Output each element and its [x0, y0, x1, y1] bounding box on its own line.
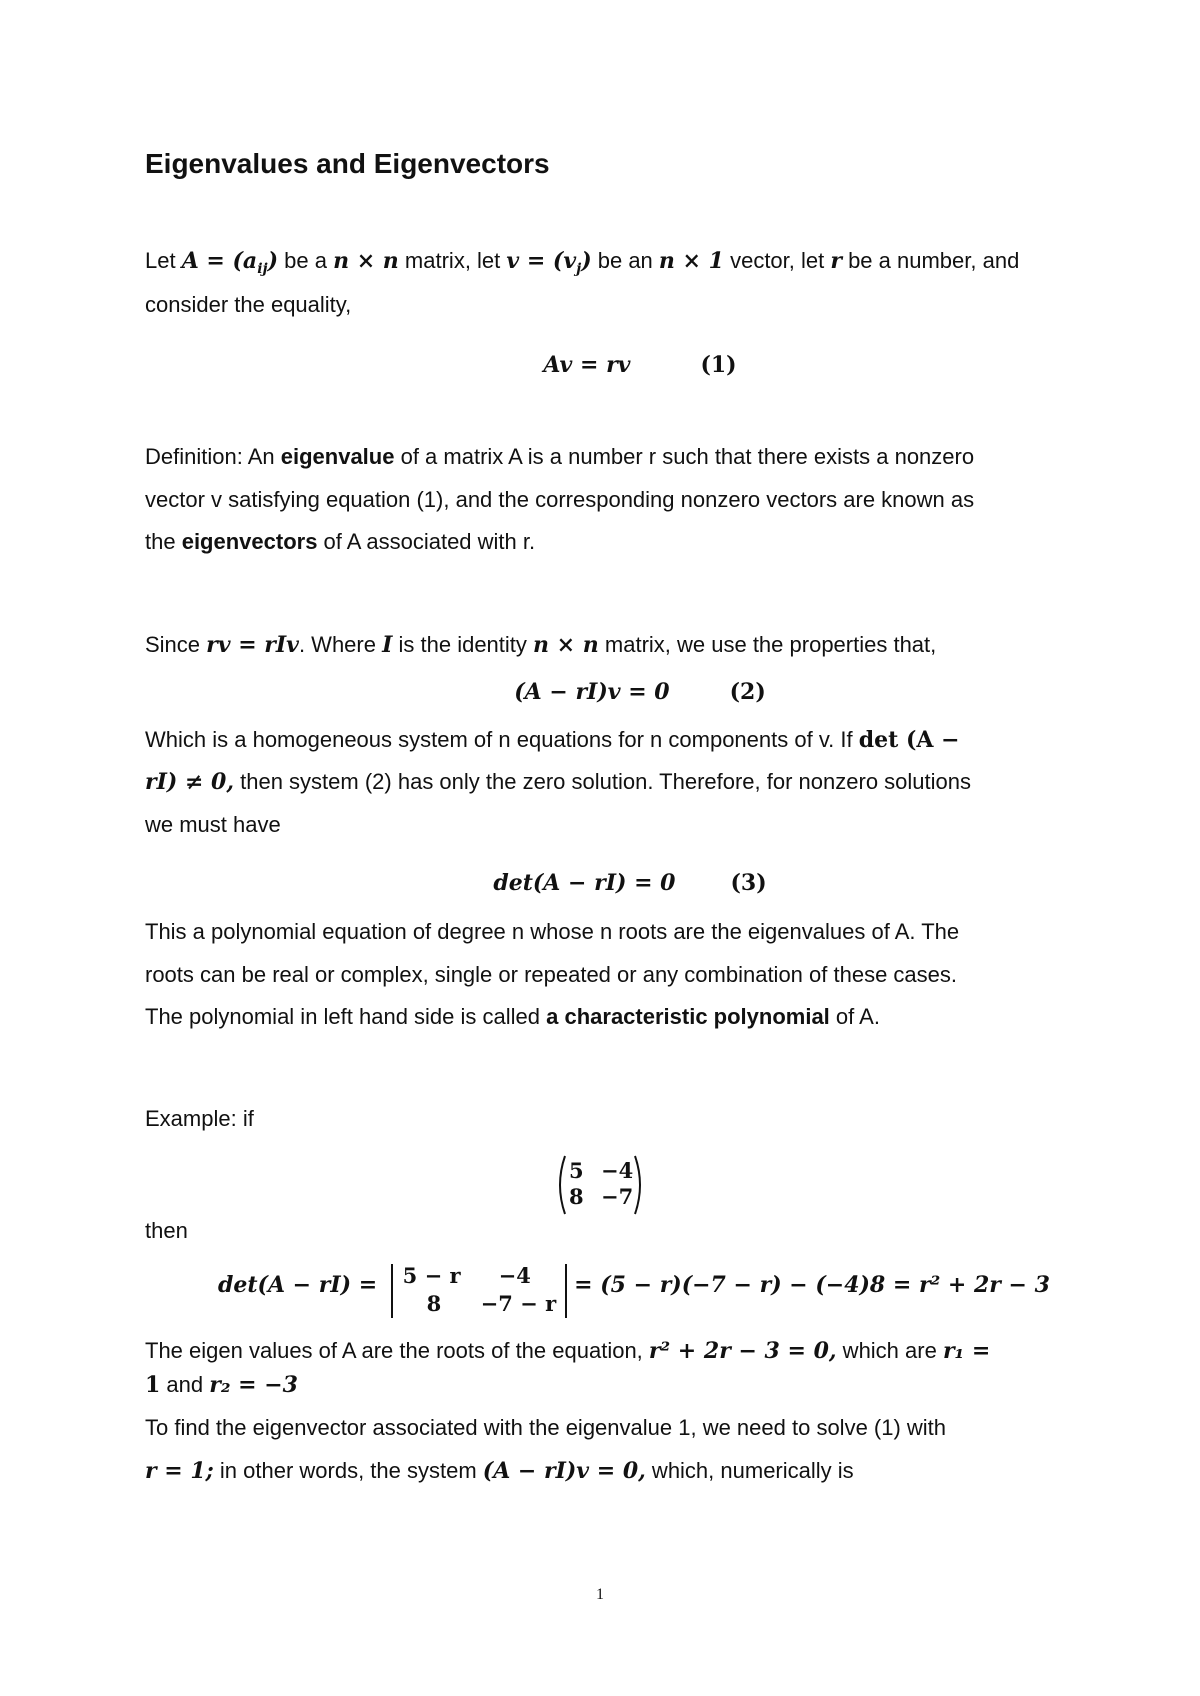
page-title: Eigenvalues and Eigenvectors: [145, 148, 550, 179]
equation-1-number: (1): [700, 352, 737, 378]
equation-2-number: (2): [729, 679, 766, 705]
det-cell: −7 − r: [480, 1291, 557, 1316]
since-line: Since rv = rIv. Where I is the identity n × n matrix, we use the properties that,: [145, 632, 937, 658]
determinant-equation: [218, 1262, 1050, 1320]
math-v-def: $v = (v_j)$: [506, 248, 592, 277]
math-nx1: n × 1: [658, 248, 724, 274]
intro-text: Let: [145, 248, 182, 273]
example-matrix: [553, 1152, 647, 1218]
roots-line-2: 1 and r₂ = −3: [145, 1372, 298, 1398]
math-nxn: n × n: [333, 248, 399, 274]
det-cell: 5 − r: [402, 1263, 461, 1288]
equation-1-expr: Av = rv: [543, 352, 631, 378]
math-det-nonzero: rI) ≠ 0,: [145, 769, 235, 795]
intro-text: be an: [591, 248, 659, 273]
det-matrix: [389, 1262, 569, 1320]
math-characteristic-eq: r² + 2r − 3 = 0,: [648, 1338, 837, 1364]
equation-2-expr: (A − rI)v = 0: [514, 679, 670, 705]
homog-line-1: Which is a homogeneous system of n equations for n components of v. If det (A −: [145, 727, 960, 753]
math-identity: I: [382, 632, 393, 658]
term-eigenvalue: eigenvalue: [280, 444, 395, 469]
math-r: r: [830, 248, 842, 274]
equation-2: [0, 677, 1200, 707]
intro-text: be a: [278, 248, 334, 273]
matrix-cell: −7: [601, 1184, 634, 1209]
homog-line-2: rI) ≠ 0, then system (2) has only the zero solution. Therefore, for nonzero solutions: [145, 769, 971, 795]
math-r1: r₁ =: [942, 1338, 991, 1364]
math-nxn: n × n: [533, 632, 599, 658]
intro-line-2: consider the equality,: [145, 292, 352, 317]
definition-line-1: Definition: An eigenvalue of a matrix A is a number r such that there exists a nonzero: [145, 444, 975, 469]
poly-line-3: The polynomial in left hand side is called a characteristic polynomial of A.: [145, 1004, 880, 1029]
equation-3-expr: det(A − rI) = 0: [493, 870, 676, 896]
equation-3-number: (3): [730, 870, 767, 896]
term-characteristic-polynomial: a characteristic polynomial: [546, 1004, 830, 1029]
matrix-cell: 5: [569, 1158, 584, 1183]
intro-text: matrix, let: [398, 248, 507, 273]
intro-line-1: [145, 246, 1019, 284]
math-system: (A − rI)v = 0,: [482, 1458, 646, 1484]
intro-text: be a number, and: [841, 248, 1020, 273]
intro-text: vector, let: [723, 248, 831, 273]
det-lhs: det(A − rI) =: [218, 1272, 378, 1298]
math-det: det (A −: [858, 727, 960, 753]
det-cell: −4: [498, 1263, 531, 1288]
det-rhs: = (5 − r)(−7 − r) − (−4)8 = r² + 2r − 3: [574, 1272, 1050, 1298]
det-cell: 8: [426, 1291, 442, 1316]
homog-line-3: we must have: [145, 812, 281, 837]
equation-3: [0, 868, 1200, 898]
then-label: then: [145, 1218, 188, 1243]
example-label: Example: if: [145, 1106, 254, 1131]
math-r2: r₂ = −3: [209, 1372, 298, 1398]
definition-line-3: the eigenvectors of A associated with r.: [145, 529, 536, 554]
findvec-line-1: To find the eigenvector associated with the eigenvalue 1, we need to solve (1) with: [145, 1415, 947, 1440]
math-a-def: $A = (a_{ij})$: [181, 248, 279, 277]
term-eigenvectors: eigenvectors: [181, 529, 318, 554]
findvec-line-2: r = 1; in other words, the system (A − rI)v = 0, which, numerically is: [145, 1458, 854, 1484]
det-bar-left: [391, 1264, 393, 1318]
equation-1: [0, 350, 1200, 380]
definition-line-2: vector v satisfying equation (1), and the corresponding nonzero vectors are known as: [145, 487, 975, 512]
matrix-cell: −4: [601, 1158, 634, 1183]
roots-line-1: The eigen values of A are the roots of the equation, r² + 2r − 3 = 0, which are r₁ =: [145, 1338, 991, 1364]
det-bar-right: [565, 1264, 567, 1318]
poly-line-2: roots can be real or complex, single or repeated or any combination of these cases.: [145, 962, 958, 987]
math-one: 1: [145, 1372, 161, 1398]
math-rv: rv = rIv: [206, 632, 299, 658]
matrix-cell: 8: [569, 1184, 584, 1209]
page-number: 1: [596, 1586, 604, 1603]
poly-line-1: This a polynomial equation of degree n whose n roots are the eigenvalues of A. The: [145, 919, 960, 944]
math-r-equals-1: r = 1;: [145, 1458, 214, 1484]
